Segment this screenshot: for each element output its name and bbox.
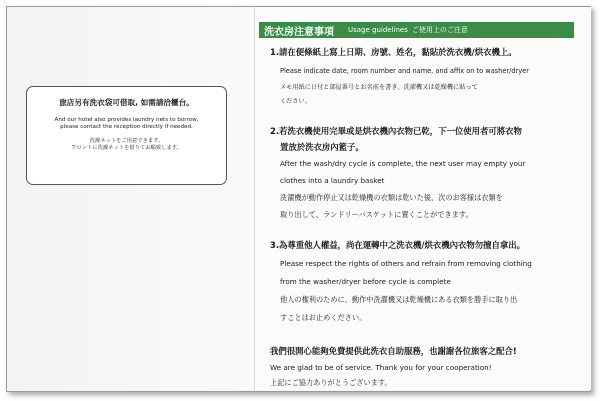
guideline-2-en-line1: After the wash/dry cycle is complete, the next user may empty your bbox=[280, 159, 526, 168]
header-title-en: Usage guidelines bbox=[348, 26, 408, 34]
guideline-1-zh: 1.請在便條紙上寫上日期、房號、姓名，黏貼於洗衣機/烘衣機上。 bbox=[270, 47, 517, 57]
notice-jp-line1: 洗濯ネットをご用意できます。 bbox=[89, 138, 164, 145]
header-title-jp: ご使用上のご注意 bbox=[411, 26, 468, 34]
guideline-1-jp-line2: ください。 bbox=[280, 98, 311, 105]
left-panel bbox=[7, 7, 255, 390]
notice-en-line1: And our hotel also provides laundry nets to borrow, bbox=[54, 117, 199, 124]
guideline-3-zh: 3.為尊重他人權益，尚在運轉中之洗衣機/烘衣機內衣物勿擅自拿出。 bbox=[270, 240, 525, 250]
notice-jp-line2: フロントに洗濯ネットを借りてお願致します。 bbox=[71, 145, 182, 152]
guideline-2-zh-line1: 2.若洗衣機使用完畢或是烘衣機內衣物已乾，下一位使用者可將衣物 bbox=[270, 126, 522, 136]
header-title-zh: 洗衣房注意事項 bbox=[264, 26, 334, 38]
closing-jp: 上記にご協力ありがとうございます。 bbox=[270, 378, 392, 387]
guideline-1 bbox=[270, 43, 575, 109]
guideline-2 bbox=[270, 123, 575, 223]
guideline-2-zh-line2: 置放於洗衣房內籃子。 bbox=[280, 142, 364, 152]
guideline-2-jp-line2: 取り出して、ランドリーバスケットに置くことができます。 bbox=[280, 210, 473, 219]
laundry-net-notice bbox=[26, 86, 227, 185]
closing-en: We are glad to be of service. Thank you for your cooperation! bbox=[270, 363, 492, 372]
guideline-1-en: Please indicate date, room number and name, and affix on to washer/dryer bbox=[280, 67, 529, 75]
guideline-1-jp-line1: メモ用紙に日付と部屋番号とお名前を書き、洗濯機又は乾燥機に貼って bbox=[280, 84, 478, 91]
guideline-3-jp-line1: 他人の権利のために、動作中洗濯機又は乾燥機にある衣類を勝手に取り出 bbox=[280, 295, 518, 304]
guideline-3-jp-line2: すことはお止めください。 bbox=[280, 313, 367, 322]
guideline-3 bbox=[270, 237, 575, 327]
guideline-2-en-line2: clothes into a laundry basket bbox=[280, 176, 385, 185]
guideline-3-en-line2: from the washer/dryer before cycle is complete bbox=[280, 277, 451, 286]
guidelines-header bbox=[259, 22, 574, 38]
notice-en-line2: please contact the reception directly if needed. bbox=[60, 124, 193, 131]
guideline-3-en-line1: Please respect the rights of others and refrain from removing clothing bbox=[280, 259, 532, 268]
notice-zh: 旅店另有洗衣袋可借取, 如需請洽櫃台。 bbox=[59, 98, 194, 107]
closing-message bbox=[270, 343, 575, 391]
guideline-2-jp-line1: 洗濯機が動作停止又は乾燥機の衣類は乾いた後、次のお客様は衣類を bbox=[280, 193, 503, 202]
closing-zh: 我們很開心能夠免費提供此洗衣自助服務，也謝謝各位旅客之配合! bbox=[270, 346, 517, 356]
